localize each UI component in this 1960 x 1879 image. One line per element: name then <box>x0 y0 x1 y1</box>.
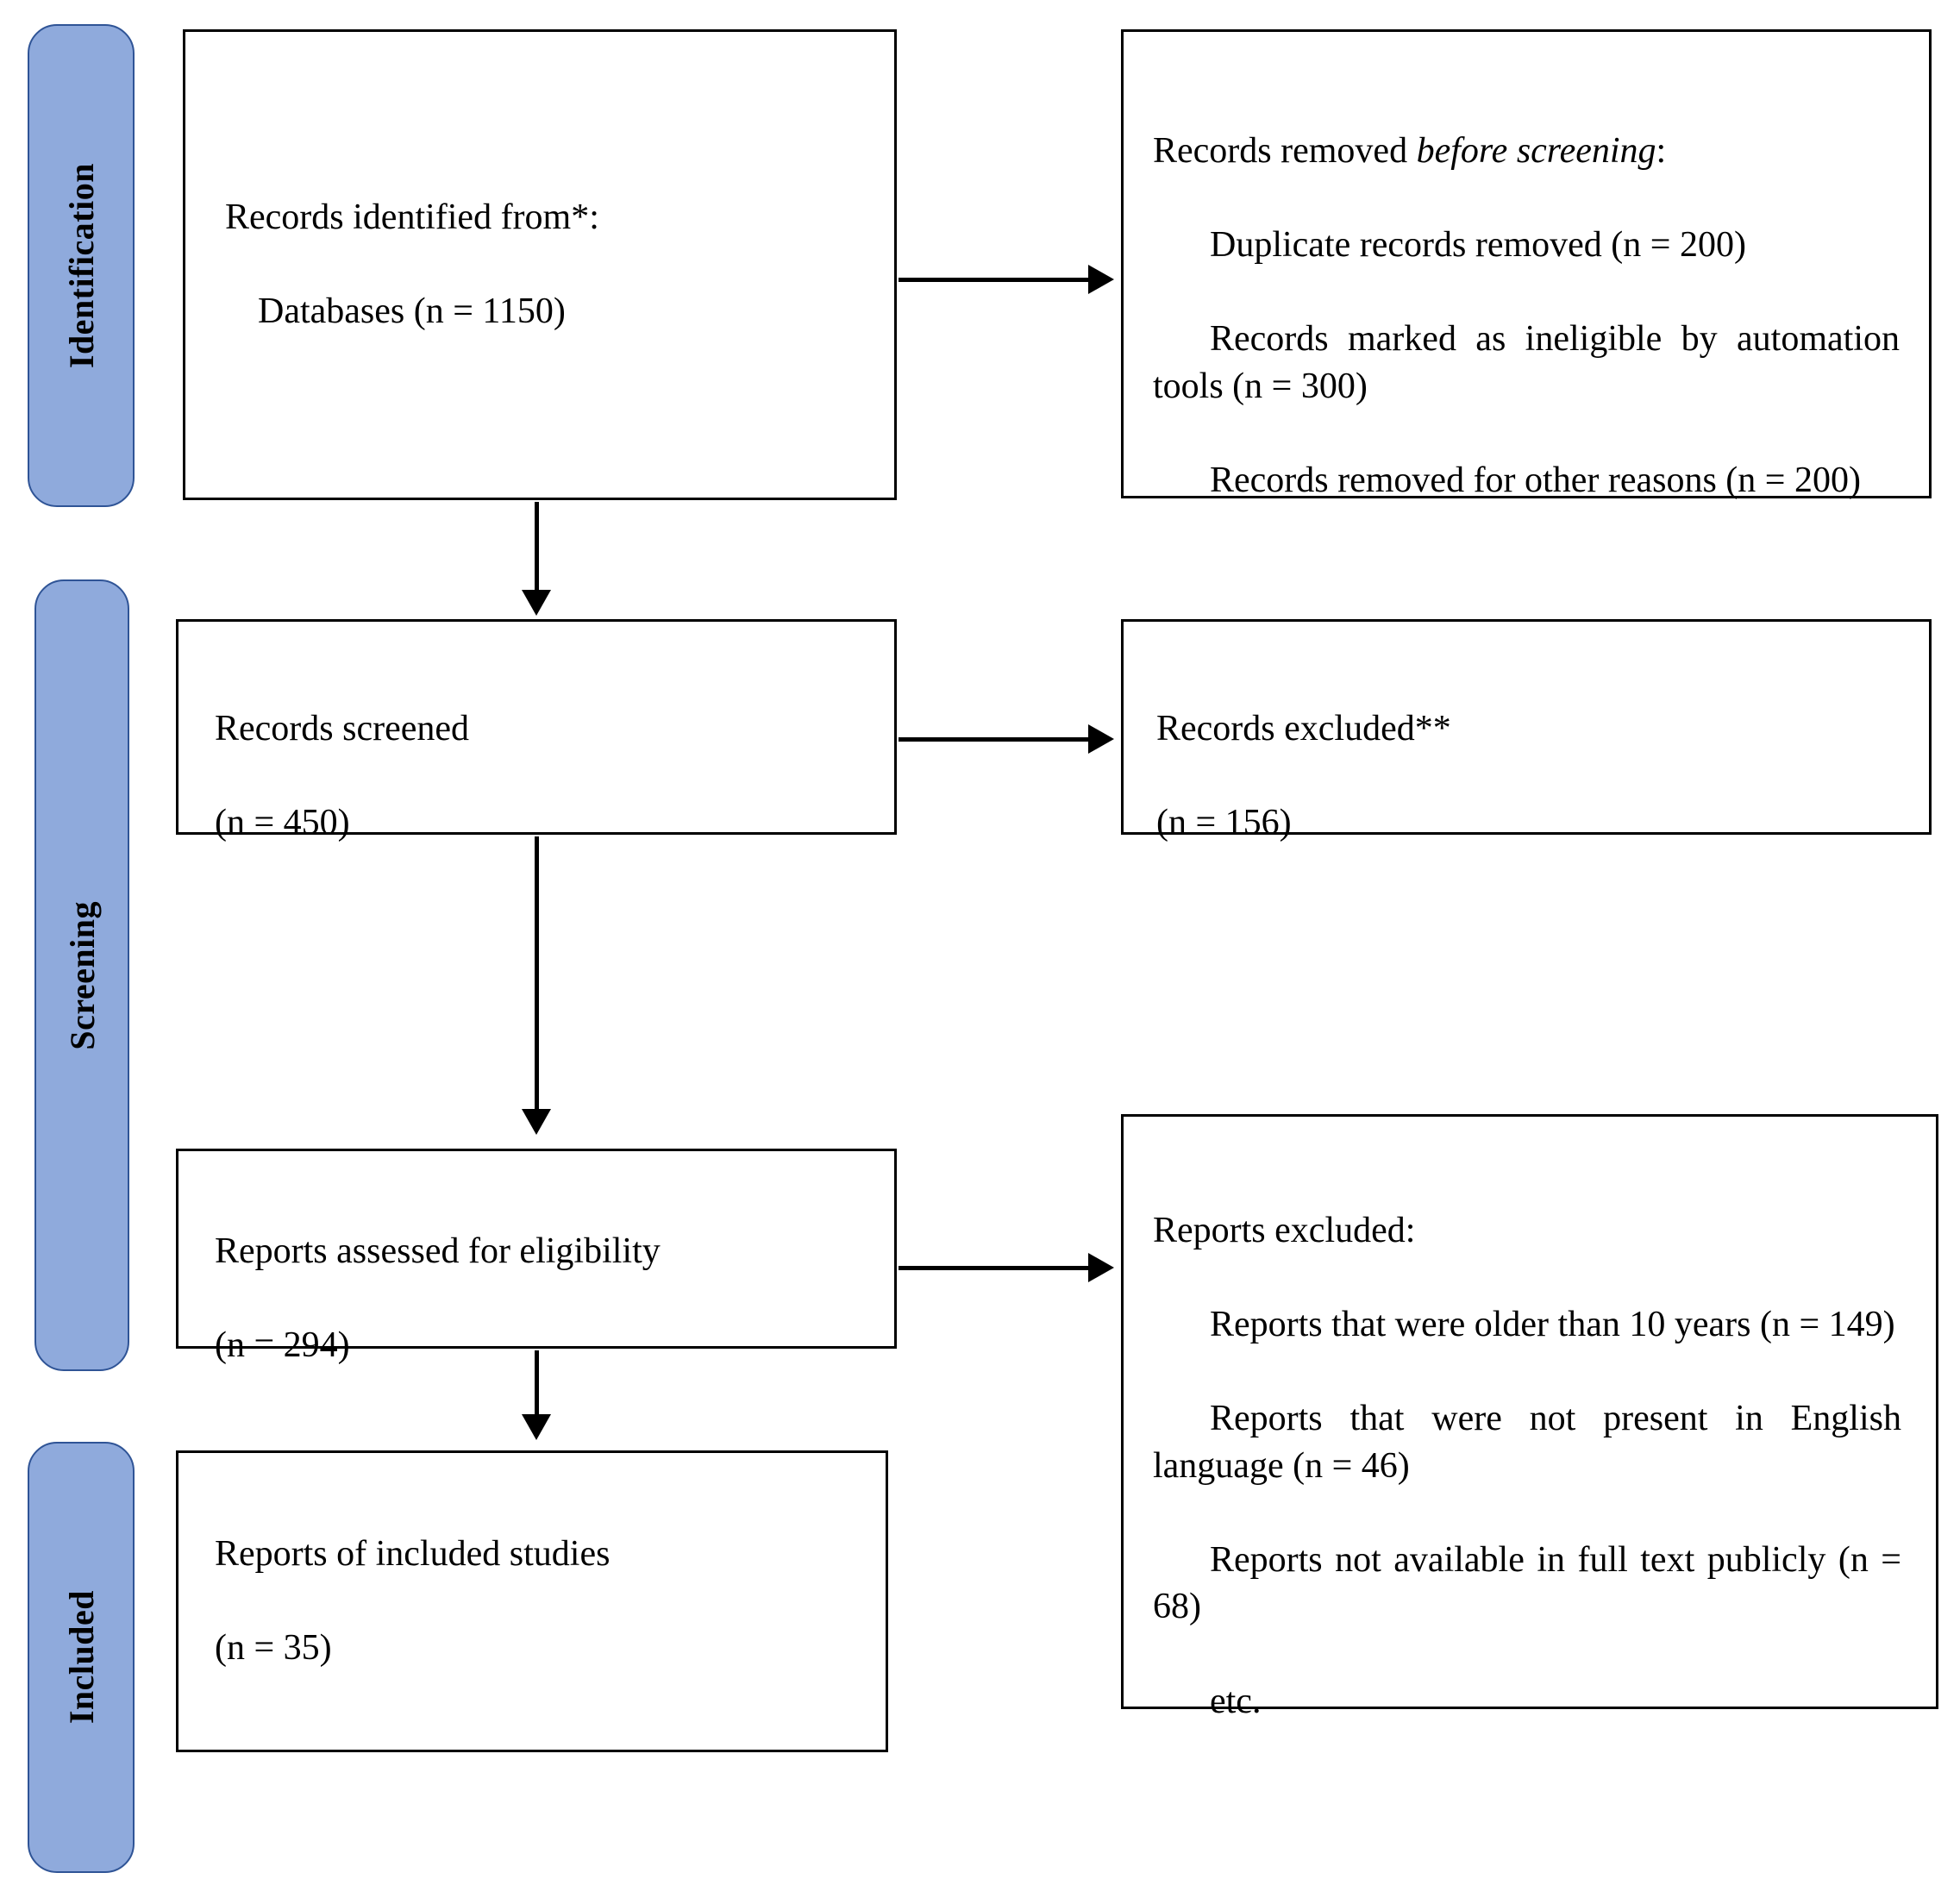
arrow-screened-to-eligibility-head <box>522 1109 551 1135</box>
records-excluded-line2: (n = 156) <box>1156 802 1292 842</box>
box-records-identified-text <box>185 147 599 383</box>
reports-excluded-item-1-text: Reports that were older than 10 years (n = 149) <box>1210 1304 1895 1344</box>
reports-excluded-item-4 <box>1153 1678 1901 1726</box>
arrow-identified-to-screened-line <box>535 502 539 593</box>
box-reports-excluded <box>1121 1114 1938 1721</box>
stage-included-label: Included <box>61 1590 101 1725</box>
arrow-screened-to-eligibility-line <box>535 836 539 1112</box>
records-removed-item-3 <box>1153 457 1900 504</box>
records-removed-item-1 <box>1153 222 1900 269</box>
box-reports-assessed-text <box>178 1151 661 1416</box>
box-reports-included-studies <box>176 1450 888 1752</box>
box-records-screened-text <box>178 622 469 893</box>
reports-excluded-item-3 <box>1153 1537 1901 1631</box>
box-records-excluded-text <box>1124 622 1451 893</box>
arrow-screened-to-excluded-head <box>1088 724 1114 754</box>
arrow-identified-to-removed-head <box>1088 265 1114 294</box>
stage-screening <box>34 579 129 1371</box>
arrow-screened-to-excluded-line <box>899 737 1093 742</box>
records-removed-item-2 <box>1153 316 1900 410</box>
records-removed-heading-pre: Records removed <box>1153 130 1417 171</box>
arrow-eligibility-to-included-line <box>535 1350 539 1418</box>
arrow-eligibility-to-reports-excluded-line <box>899 1266 1093 1270</box>
stage-identification <box>28 24 135 507</box>
box-reports-included-text <box>178 1484 610 1719</box>
records-screened-line2: (n = 450) <box>215 802 350 842</box>
records-identified-line2: Databases (n = 1150) <box>258 291 566 332</box>
box-records-excluded <box>1121 619 1932 842</box>
arrow-eligibility-to-included-head <box>522 1414 551 1440</box>
records-removed-item-3-text: Records removed for other reasons (n = 200) <box>1210 460 1861 500</box>
records-excluded-line1: Records excluded** <box>1156 708 1451 748</box>
reports-assessed-line2: (n = 294) <box>215 1325 350 1365</box>
records-removed-heading <box>1153 128 1900 175</box>
arrow-eligibility-to-reports-excluded-head <box>1088 1253 1114 1282</box>
reports-excluded-item-2 <box>1153 1395 1901 1489</box>
reports-excluded-item-2-text: Reports that were not present in English language (n = 46) <box>1153 1398 1901 1486</box>
stage-screening-label: Screening <box>62 900 102 1050</box>
arrow-identified-to-screened-head <box>522 590 551 616</box>
records-removed-heading-italic: before screening <box>1416 130 1656 171</box>
box-reports-excluded-text <box>1124 1117 1936 1772</box>
box-reports-assessed-eligibility <box>176 1149 897 1365</box>
arrow-identified-to-removed-line <box>899 278 1093 282</box>
box-records-removed-text <box>1124 32 1929 551</box>
reports-included-line1: Reports of included studies <box>215 1534 611 1575</box>
reports-excluded-item-4-text: etc. <box>1210 1681 1262 1721</box>
reports-excluded-heading: Reports excluded: <box>1153 1210 1416 1250</box>
records-removed-item-1-text: Duplicate records removed (n = 200) <box>1210 224 1746 265</box>
reports-assessed-line1: Reports assessed for eligibility <box>215 1231 661 1271</box>
box-records-removed-before-screening <box>1121 29 1932 498</box>
records-identified-line1: Records identified from*: <box>225 197 599 238</box>
records-removed-item-2-text: Records marked as ineligible by automation tools (n = 300) <box>1153 318 1900 406</box>
reports-excluded-item-1 <box>1153 1301 1901 1349</box>
box-records-screened <box>176 619 897 842</box>
box-records-identified <box>183 29 897 500</box>
stage-identification-label: Identification <box>61 162 101 369</box>
stage-included <box>28 1442 135 1873</box>
records-removed-heading-post: : <box>1656 130 1667 171</box>
reports-excluded-item-3-text: Reports not available in full text publicly (n = 68) <box>1153 1539 1901 1627</box>
records-screened-line1: Records screened <box>215 708 470 748</box>
reports-included-line2: (n = 35) <box>215 1628 332 1669</box>
